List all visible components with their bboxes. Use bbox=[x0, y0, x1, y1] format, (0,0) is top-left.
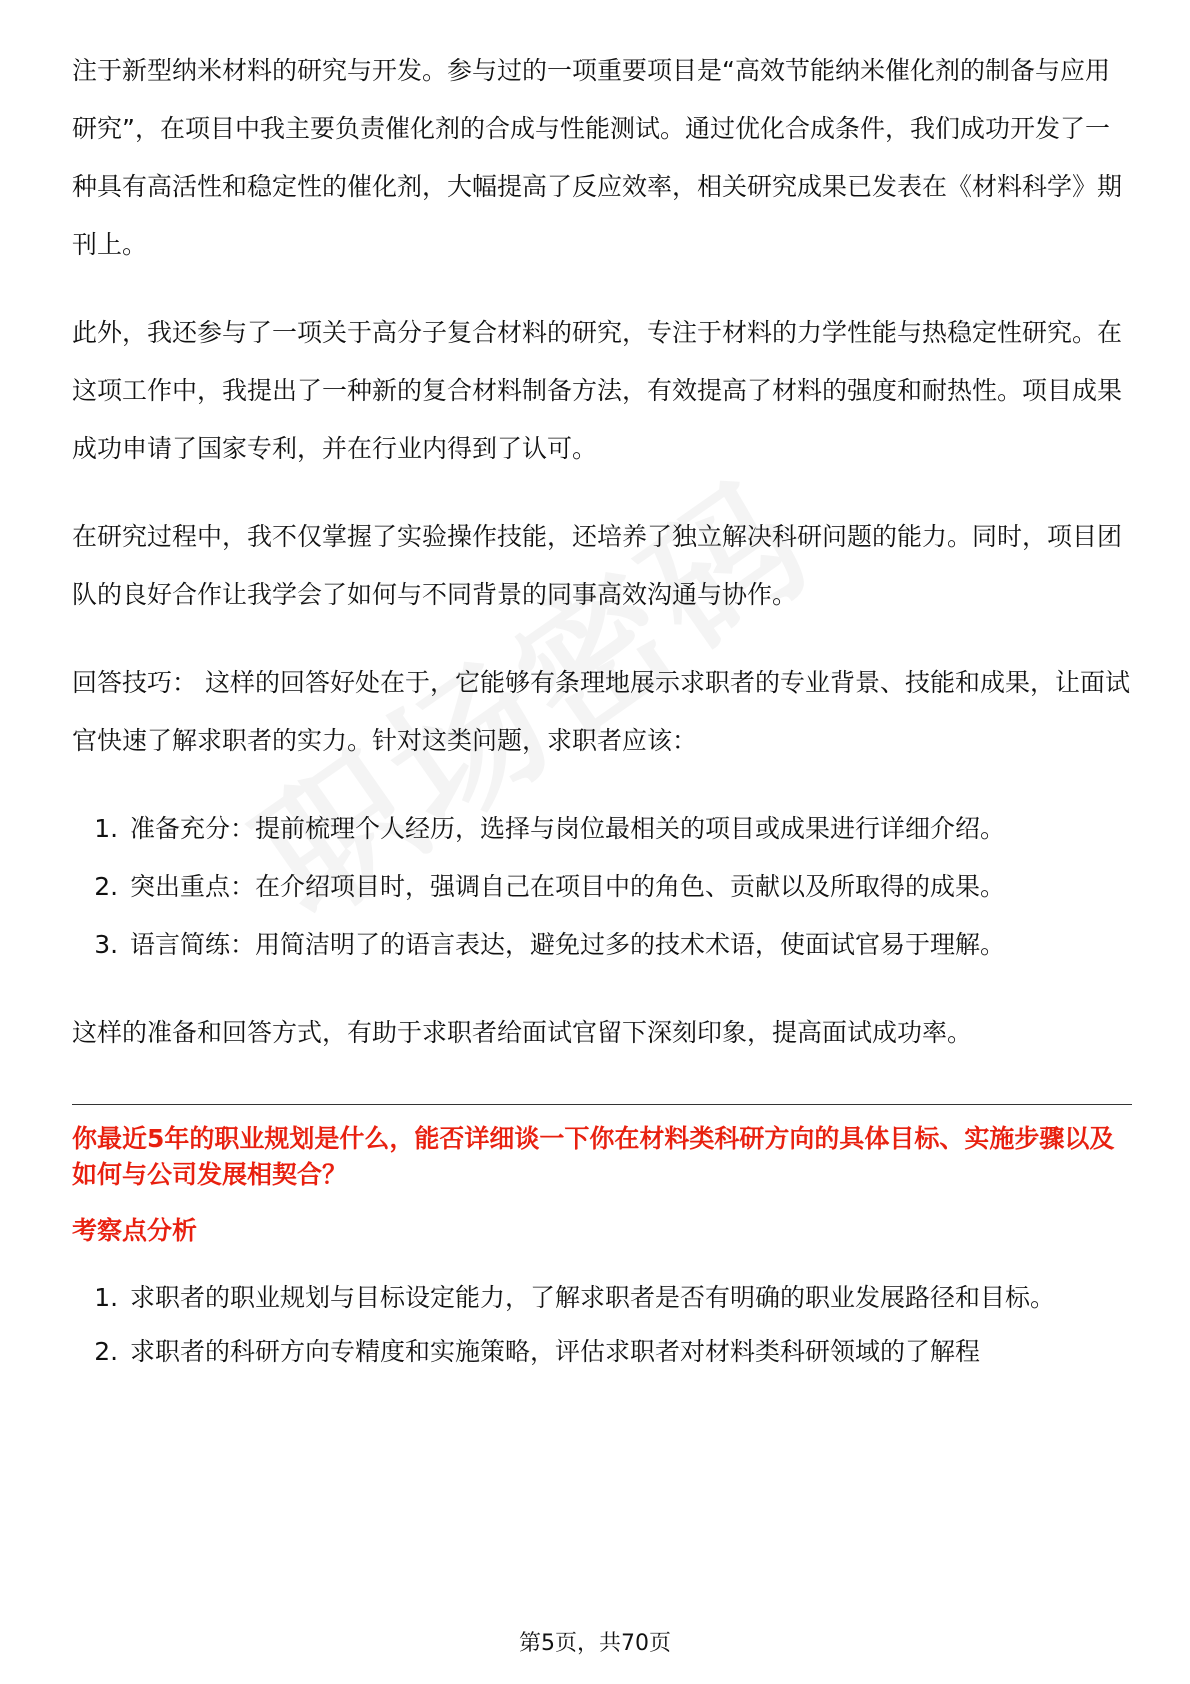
list-item: 2. 求职者的科研方向专精度和实施策略，评估求职者对材料类科研领域的了解程 bbox=[126, 1325, 1132, 1379]
paragraph-3: 在研究过程中，我不仅掌握了实验操作技能，还培养了独立解决科研问题的能力。同时，项目团队的良好合作让我学会了如何与不同背景的同事高效沟通与协作。 bbox=[72, 522, 1123, 609]
content bbox=[72, 42, 1132, 1379]
interview-question: 你最近5年的职业规划是什么，能否详细谈一下你在材料类科研方向的具体目标、实施步骤以及如何与公司发展相契合？ bbox=[72, 1124, 1115, 1189]
divider bbox=[72, 1104, 1132, 1105]
list-item: 1. 求职者的职业规划与目标设定能力，了解求职者是否有明确的职业发展路径和目标。 bbox=[126, 1271, 1132, 1325]
list-item: 3. 语言简练：用简洁明了的语言表达，避免过多的技术术语，使面试官易于理解。 bbox=[126, 916, 1132, 974]
tips-list bbox=[72, 800, 1132, 974]
list-item: 2. 突出重点：在介绍项目时，强调自己在项目中的角色、贡献以及所取得的成果。 bbox=[126, 858, 1132, 916]
paragraph-1: 注于新型纳米材料的研究与开发。参与过的一项重要项目是“高效节能纳米催化剂的制备与应用研究”，在项目中我主要负责催化剂的合成与性能测试。通过优化合成条件，我们成功开发了一种具有高活性和稳定性的催化剂，大幅提高了反应效率，相关研究成果已发表在《材料科学》期刊上。 bbox=[72, 56, 1123, 259]
paragraph-2: 此外，我还参与了一项关于高分子复合材料的研究，专注于材料的力学性能与热稳定性研究。在这项工作中，我提出了一种新的复合材料制备方法，有效提高了材料的强度和耐热性。项目成果成功申请了国家专利，并在行业内得到了认可。 bbox=[72, 318, 1123, 463]
analysis-title: 考察点分析 bbox=[72, 1216, 198, 1245]
page-number: 第5页，共70页 bbox=[519, 1631, 671, 1656]
analysis-list bbox=[72, 1271, 1132, 1379]
list-item: 1. 准备充分：提前梳理个人经历，选择与岗位最相关的项目或成果进行详细介绍。 bbox=[126, 800, 1132, 858]
closing-paragraph: 这样的准备和回答方式，有助于求职者给面试官留下深刻印象，提高面试成功率。 bbox=[72, 1018, 973, 1047]
answer-tips-intro: 回答技巧： 这样的回答好处在于，它能够有条理地展示求职者的专业背景、技能和成果，让面试官快速了解求职者的实力。针对这类问题，求职者应该： bbox=[72, 668, 1130, 755]
